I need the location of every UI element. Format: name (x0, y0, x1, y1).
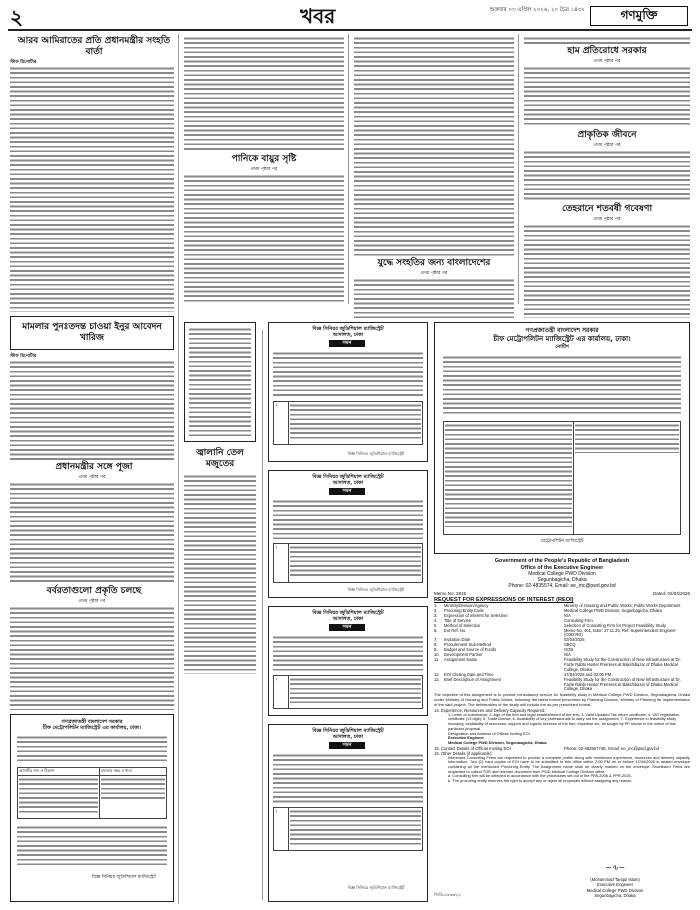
reoi-other-details: Interested Consulting Firms are requested to provide a complete profile along with mentioned experience, resources and delivery capacity information. Two (2) hard copies of EOI have to be submitted to this office within 2:00 PM on or before 17/04/2026 in sealed envelope containing all the mentioned Procuring Entity. The Assignment name shall be clearly marked on the envelope. Shortlisted Firms are requested to collect TOR and relevant document from PWD Medical College Division office. (448, 755, 690, 774)
jump-line: প্রথম পৃষ্ঠার পর (78, 599, 106, 604)
reoi-row-k: Procuring Entity Code (444, 607, 484, 613)
newspaper-logo: গণমুক্তি (590, 6, 688, 26)
reoi-dated: Dated: 02/04/2026 (652, 591, 690, 596)
reoi-row-v: Consulting Firm (564, 617, 593, 623)
headline-box-mamlar (10, 316, 174, 350)
court-summons-1: বিজ্ঞ সিনিয়র জুডিশিয়াল ম্যাজিস্ট্রেট আদালত, ঢাকা সমন ২ বিজ্ঞ সিনিয়র জুডিশিয়াল ম্যাজিস্ট্রেট (268, 322, 428, 462)
notice-subtitle: চীফ মেট্রোপলিটন ম্যাজিস্ট্রেট এর কার্যালয়, ঢাকা। (493, 335, 631, 343)
headline-panike: পানিকে বায়ুর সৃষ্টি (231, 154, 297, 164)
reoi-row-v: SBCQ (564, 642, 576, 648)
summons-label: সমন (329, 742, 365, 749)
notice-title: গণপ্রজাতন্ত্রী বাংলাদেশ সরকার (61, 719, 123, 725)
reoi-row-v: Memo No. 401, Date: 27.11.25, Ref: Superintendent Engineer (CDD:RD) (564, 627, 676, 638)
reoi-row-k: Title of Service (444, 617, 471, 623)
headline-arab-emirates: আরব আমিরাতের প্রতি প্রধানমন্ত্রীর সংহতি বার্তা (17, 36, 171, 57)
reoi-sub-item: Executive Engineer (448, 735, 484, 741)
reoi-row-k: EoI Ref. No. (444, 627, 467, 633)
court-subtitle: আদালত, ঢাকা (332, 616, 364, 622)
reoi-notes (434, 774, 690, 783)
reoi-sub-item: 1. Letter of submission; 2. Age of the firm and legal establishment of the firm; 3. Valid Updated Tax return certificate; 4. VAT registration certificate (13 digit); 5. Trade license; 6. Availability of key professionals to carry out the assignment; 7. Experience in feasibility study including; availability of resources; support and logistic services of the firm, expertise etc. all sought by PE shown in the notice of this particular proposal (448, 711, 680, 731)
article-body-text (524, 36, 690, 44)
article-body-text (184, 474, 256, 674)
column-divider (348, 34, 349, 304)
headline-barbarata: বর্বরতাগুলো প্রকৃতি চলছে (46, 586, 142, 596)
reoi-row-n: 2. (434, 607, 438, 613)
reoi-rows (434, 604, 690, 692)
reoi-row-n: 6. (434, 627, 438, 633)
column-divider (262, 330, 263, 900)
reoi-row-16: 16. Other Details (if applicable): (434, 750, 493, 756)
article-body-text (524, 66, 690, 126)
date-line: শুক্রবার ০৩ এপ্রিল ২০২৬, ২০ চৈত্র ১৪৩২ (489, 7, 585, 13)
byline: স্টাফ রিপোর্টার (10, 60, 37, 65)
headline-war: যুদ্ধে সংহতির জন্য বাংলাদেশের (377, 258, 491, 268)
court-title: বিজ্ঞ সিনিয়র জুডিশিয়াল ম্যাজিস্ট্রেট (312, 728, 384, 734)
article-body-text (524, 224, 690, 318)
reoi-row-v: GOB (564, 647, 574, 653)
reoi-sub-item: Medical College PWD Division, Segunbagicha, Dhaka. (448, 739, 548, 745)
reoi-row-n: 12. (434, 671, 440, 677)
court-summons-4: বিজ্ঞ সিনিয়র জুডিশিয়াল ম্যাজিস্ট্রেট আদালত, ঢাকা সমন ২ বিজ্ঞ সিনিয়র জুডিশিয়াল ম্যাজিস্ট্রেট (268, 724, 428, 902)
reoi-row-k: Invitation Date (444, 637, 471, 643)
reoi-row-v: Ministry of Housing and Public Works; Public Works Department (564, 603, 681, 608)
reoi-row-n: 13. (434, 676, 440, 682)
reoi-note: a. Consulting firm will be selected in accordance with the procedures set out in the PPA-2006 & PPR-2025. (448, 773, 632, 779)
reoi-row-k: Budget and Source of Funds (444, 647, 497, 653)
column-divider (178, 34, 179, 904)
article-body-text (10, 66, 174, 312)
court-subtitle: আদালত, ঢাকা (332, 480, 364, 486)
headline-pm-puja: প্রধানমন্ত্রীর সঙ্গে পূজা (55, 462, 133, 472)
jump-line: প্রথম পৃষ্ঠার পর (593, 143, 621, 148)
reoi-row-n: 3. (434, 612, 438, 618)
gov-notice-cmm (434, 322, 690, 554)
summons-label: সমন (329, 488, 365, 495)
notice-body-text (17, 825, 167, 865)
article-body-text (10, 606, 174, 710)
column-divider (518, 34, 519, 304)
notice-subtitle: চীফ মেট্রোপলিটন ম্যাজিস্ট্রেট এর কার্যালয়, ঢাকা। (42, 725, 142, 731)
reoi-row-n: 4. (434, 617, 438, 623)
reoi-row-k: EOI Closing Date and Time (444, 671, 494, 677)
reoi-row-15: 15. Contact Details of Official Inviting EOI (434, 745, 511, 751)
reoi-sub-item: Designation and Address of Official Inviting EOI (448, 730, 530, 736)
reoi-row (434, 658, 690, 673)
reoi-row-v: N/A (564, 612, 571, 618)
reoi-row-k: Expression of Interest for Selection (444, 612, 508, 618)
article-body-text (184, 36, 344, 152)
jump-line: প্রথম পৃষ্ঠার পর (420, 271, 448, 276)
reoi-row-v: Feasibility Study for the Construction of New Infrastructure at Dr. Fazle Rabbi Hostel Premises at Bakshibazar of Dhaka Medical College, Dhaka (564, 656, 681, 672)
reoi-row-v: Medical College PWD Division, Segunbagicha, Dhaka (564, 607, 662, 613)
reoi-row-k: Brief Description of Assignment (444, 676, 501, 682)
headline-mamlar: মামলার পুনঃতদন্ত চাওয়া ইনুর আবেদন খারিজ (22, 322, 162, 343)
reoi-memo: Memo No: 2815 (434, 591, 467, 596)
notice-signature: বিজ্ঞ সিনিয়র জুডিশিয়াল ম্যাজিস্ট্রেট (347, 885, 405, 890)
masthead-rule (8, 29, 692, 31)
jump-line: প্রথম পৃষ্ঠার পর (593, 59, 621, 64)
reoi-row-k: Assignment Name (444, 656, 478, 662)
headline-ham: হাম প্রতিরোধে সরকার (567, 46, 647, 56)
notice-signature: বিজ্ঞ সিনিয়র জুডিশিয়াল ম্যাজিস্ট্রেট (347, 587, 405, 592)
reoi-row-v: 03/04/2026 (564, 637, 585, 643)
gd-footer: জিডি-৪৩৩৬/২৪ (434, 892, 461, 898)
reoi-row-n: 10. (434, 652, 440, 658)
reoi-gov: Government of the People's Republic of Bangladesh (494, 558, 630, 564)
reoi-row-n: 11. (434, 656, 440, 662)
reoi-row (434, 678, 690, 693)
sign-place: Segunbagicha, Dhaka (594, 892, 636, 898)
court-title: বিজ্ঞ সিনিয়র জুডিশিয়াল ম্যাজিস্ট্রেট (312, 326, 384, 332)
page-number: ২ (10, 5, 24, 29)
reoi-row-n: 1. (434, 603, 438, 608)
court-summons-2: বিজ্ঞ সিনিয়র জুডিশিয়াল ম্যাজিস্ট্রেট আদালত, ঢাকা সমন ২ বিজ্ঞ সিনিয়র জুডিশিয়াল ম্যাজিস্ট্রেট (268, 470, 428, 598)
court-title: বিজ্ঞ সিনিয়র জুডিশিয়াল ম্যাজিস্ট্রেট (312, 610, 384, 616)
reoi-row-v: Feasibility Study for the Construction of New Infrastructure at Dr. Fazle Rabbi Hostel Premises at Bakshibazar of Dhaka Medical College, Dhaka (564, 676, 681, 692)
notice-body-text (443, 355, 681, 415)
headline-fuel: জ্বালানি তেল মজুতের (196, 448, 244, 469)
court-title: বিজ্ঞ সিনিয়র জুডিশিয়াল ম্যাজিস্ট্রেট (312, 474, 384, 480)
reoi-row-k: Procurement Sub-Method (444, 642, 491, 648)
sign-division: Medical College PWD Division (586, 887, 644, 893)
byline: স্টাফ রিপোর্টার (10, 354, 37, 359)
reoi-objective: The objective of this assignment is to provide consultancy service for feasibility study in Medical College PWD Division, Segunbagicha, Dhaka under Ministry of Housing and Public Works, following the latest format prescribed by Planning Division, Ministry of Planning for implementation of the said project. The deliverables of the study will include the as per prescribed format. (434, 693, 690, 707)
reoi-row-n: 5. (434, 622, 438, 628)
reoi-row-v: 17/04/2026 and 02:00 PM (564, 671, 612, 677)
reoi-phone: Phone: 02-4835574, Email: ee_mc@pwd.gov.bd (508, 583, 616, 589)
article-body-text (184, 174, 344, 304)
reoi-place: Segunbagicha, Dhaka (537, 577, 587, 583)
reoi-row-14: 14. Experience, Resources and Delivery Capacity Required: (434, 707, 546, 713)
notice-title: গণপ্রজাতন্ত্রী বাংলাদেশ সরকার (525, 327, 599, 334)
notice-body-text (17, 735, 167, 761)
notice-subtitle-2: নোটিশ (555, 344, 569, 350)
notice-signature: বিজ্ঞ সিনিয়র জুডিশিয়াল ম্যাজিস্ট্রেট (92, 875, 156, 880)
reoi-contact: Phone: 02-48355774E, Email: ee_mc@pwd.gov.bd (564, 745, 659, 751)
notice-footer: মেট্রোপলিটন ম্যাজিস্ট্রেট (540, 539, 584, 544)
notice-signature: বিজ্ঞ সিনিয়র জুডিশিয়াল ম্যাজিস্ট্রেট (347, 451, 405, 456)
jump-line: প্রথম পৃষ্ঠার পর (250, 167, 278, 172)
reoi-row-k: Method of Selection (444, 622, 481, 628)
reoi-row-v: Selection of Consulting Firm for Project Feasibility Study (564, 622, 666, 628)
table-header: আসামীর নাম ও ঠিকানা (18, 768, 100, 776)
summons-label: সমন (329, 624, 365, 631)
court-notice-bottom-left (10, 714, 174, 902)
article-body-text (10, 360, 174, 460)
reoi-row-v: N/A (564, 652, 571, 658)
sign-role: Executive Engineer (596, 882, 634, 888)
reoi-row (434, 629, 690, 639)
reoi-row-n: 9. (434, 647, 438, 653)
headline-prakriti: প্রাকৃতিক জীবনে (577, 130, 637, 140)
small-court-notice (184, 322, 256, 442)
headline-tehran: তেহরানে শতবর্ষী গবেষণা (561, 204, 653, 214)
summons-label: সমন (329, 340, 365, 347)
reoi-division: Medical College PWD Division (528, 571, 596, 577)
jump-line: প্রথম পৃষ্ঠার পর (78, 475, 106, 480)
reoi-notice (434, 558, 690, 902)
reoi-note: b. The procuring entity reserves the right to accept any or reject all proposals without assigning any reason. (448, 778, 633, 784)
reoi-office: Office of the Executive Engineer (520, 564, 604, 571)
sign-name: (Mohammad Tariqul Islam) (590, 877, 640, 883)
reoi-title: REQUEST FOR EXPRESSIONS OF INTEREST (REOI) (434, 597, 574, 603)
signature-mark: ~∿~ (604, 863, 626, 873)
reoi-row-k: Ministry/Division/Agency (444, 603, 489, 608)
section-title: খবর (300, 4, 336, 28)
table-header: মামলার নম্বর ও ধারা (99, 768, 166, 776)
reoi-signature-block (560, 865, 670, 898)
jump-line: প্রথম পৃষ্ঠার পর (593, 217, 621, 222)
reoi-row-n: 7. (434, 637, 438, 643)
court-subtitle: আদালত, ঢাকা (332, 734, 364, 740)
article-body-text (354, 36, 514, 256)
court-summons-3: বিজ্ঞ সিনিয়র জুডিশিয়াল ম্যাজিস্ট্রেট আদালত, ঢাকা সমন ২ (268, 606, 428, 716)
court-subtitle: আদালত, ঢাকা (332, 332, 364, 338)
reoi-row-n: 8. (434, 642, 438, 648)
article-body-text (524, 150, 690, 200)
article-body-text (10, 482, 174, 582)
reoi-sub-items (434, 713, 690, 746)
article-body-text (354, 278, 514, 318)
reoi-row-k: Development Partner (444, 652, 483, 658)
